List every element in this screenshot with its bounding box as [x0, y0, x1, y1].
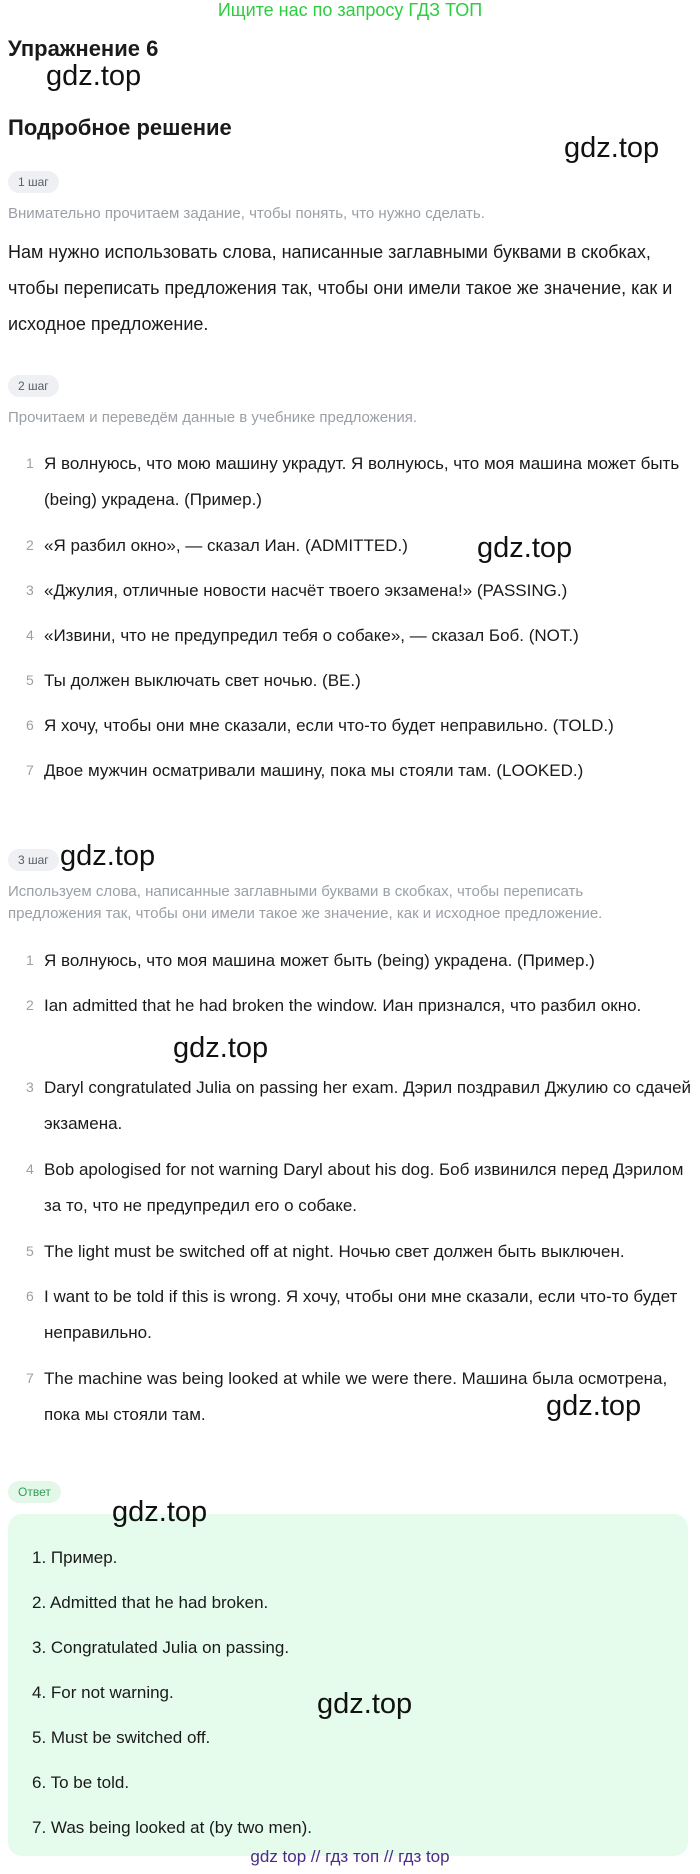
- item-number: 1: [26, 455, 34, 471]
- step-badge-3: 3 шаг: [8, 849, 59, 871]
- watermark: gdz.top: [477, 532, 573, 564]
- item-number: 5: [26, 1243, 34, 1259]
- item-text: Двое мужчин осматривали машину, пока мы стояли там. (LOOKED.): [44, 761, 584, 780]
- answer-item: 2. Admitted that he had broken.: [32, 1593, 269, 1612]
- watermark: gdz.top: [60, 840, 156, 872]
- item-text: Ian admitted that he had broken the window. Иан признался, что разбил окно.: [44, 996, 642, 1015]
- answer-item: 6. To be told.: [32, 1773, 130, 1792]
- item-text: Daryl congratulated Julia on passing her exam. Дэрил поздравил Джулию со сдачей экзамена.: [44, 1078, 692, 1133]
- search-banner: Ищите нас по запросу ГДЗ ТОП: [217, 0, 483, 20]
- item-number: 7: [26, 1370, 34, 1386]
- item-text: Я хочу, чтобы они мне сказали, если что-то будет неправильно. (TOLD.): [44, 716, 614, 735]
- answer-box: [8, 1514, 688, 1856]
- item-number: 6: [26, 717, 34, 733]
- item-text: «Я разбил окно», — сказал Иан. (ADMITTED.): [44, 536, 408, 555]
- page-title: Упражнение 6: [8, 36, 159, 61]
- answer-item: 1. Пример.: [32, 1548, 118, 1567]
- watermark: gdz.top: [112, 1496, 208, 1528]
- watermark: gdz.top: [546, 1390, 642, 1422]
- answer-item: 7. Was being looked at (by two men).: [32, 1818, 313, 1837]
- item-text: I want to be told if this is wrong. Я хочу, чтобы они мне сказали, если что-то будет неправильно.: [44, 1287, 678, 1342]
- item-number: 5: [26, 672, 34, 688]
- step-badge-2: 2 шаг: [8, 375, 59, 397]
- item-number: 6: [26, 1288, 34, 1304]
- step-3-list: [26, 943, 696, 1423]
- step-1-hint: Внимательно прочитаем задание, чтобы понять, что нужно сделать.: [8, 205, 485, 222]
- step-3-hint: Используем слова, написанные заглавными буквами в скобках, чтобы переписать предложения так, чтобы они имели такое же значение, как и исходное предложение.: [8, 883, 603, 922]
- item-number: 2: [26, 537, 34, 553]
- footer-links[interactable]: gdz top // гдз топ // гдз top: [250, 1847, 450, 1866]
- item-text: Я волнуюсь, что мою машину украдут. Я волнуюсь, что моя машина может быть (being) украдена. (Пример.): [44, 454, 680, 509]
- item-number: 4: [26, 627, 34, 643]
- item-number: 2: [26, 997, 34, 1013]
- item-text: Я волнуюсь, что моя машина может быть (being) украдена. (Пример.): [44, 951, 595, 970]
- step-2-list: [26, 446, 696, 796]
- item-text: The machine was being looked at while we were there. Машина была осмотрена, пока мы стояли там.: [44, 1369, 668, 1424]
- item-text: «Джулия, отличные новости насчёт твоего экзамена!» (PASSING.): [44, 581, 568, 600]
- step-badge-1: 1 шаг: [8, 171, 59, 193]
- item-number: 3: [26, 1079, 34, 1095]
- step-2-hint: Прочитаем и переведём данные в учебнике предложения.: [8, 409, 418, 426]
- answer-item: 3. Congratulated Julia on passing.: [32, 1638, 290, 1657]
- item-number: 3: [26, 582, 34, 598]
- watermark: gdz.top: [173, 1032, 269, 1064]
- item-text: «Извини, что не предупредил тебя о собаке», — сказал Боб. (NOT.): [44, 626, 579, 645]
- item-text: Ты должен выключать свет ночью. (BE.): [44, 671, 361, 690]
- item-number: 1: [26, 952, 34, 968]
- solution-heading: Подробное решение: [8, 115, 232, 140]
- answer-badge: Ответ: [8, 1481, 61, 1503]
- answer-item: 4. For not warning.: [32, 1683, 174, 1702]
- step-1-text: Нам нужно использовать слова, написанные заглавными буквами в скобках, чтобы переписать предложения так, чтобы они имели такое же значение, как и исходное предложение.: [8, 242, 673, 334]
- answer-item: 5. Must be switched off.: [32, 1728, 211, 1747]
- item-number: 7: [26, 762, 34, 778]
- item-text: The light must be switched off at night. Ночью свет должен быть выключен.: [44, 1242, 625, 1261]
- watermark: gdz.top: [317, 1688, 413, 1720]
- item-text: Bob apologised for not warning Daryl about his dog. Боб извинился перед Дэрилом за то, что не предупредил его о собаке.: [44, 1160, 684, 1215]
- watermark: gdz.top: [564, 132, 660, 164]
- item-number: 4: [26, 1161, 34, 1177]
- watermark: gdz.top: [46, 60, 142, 92]
